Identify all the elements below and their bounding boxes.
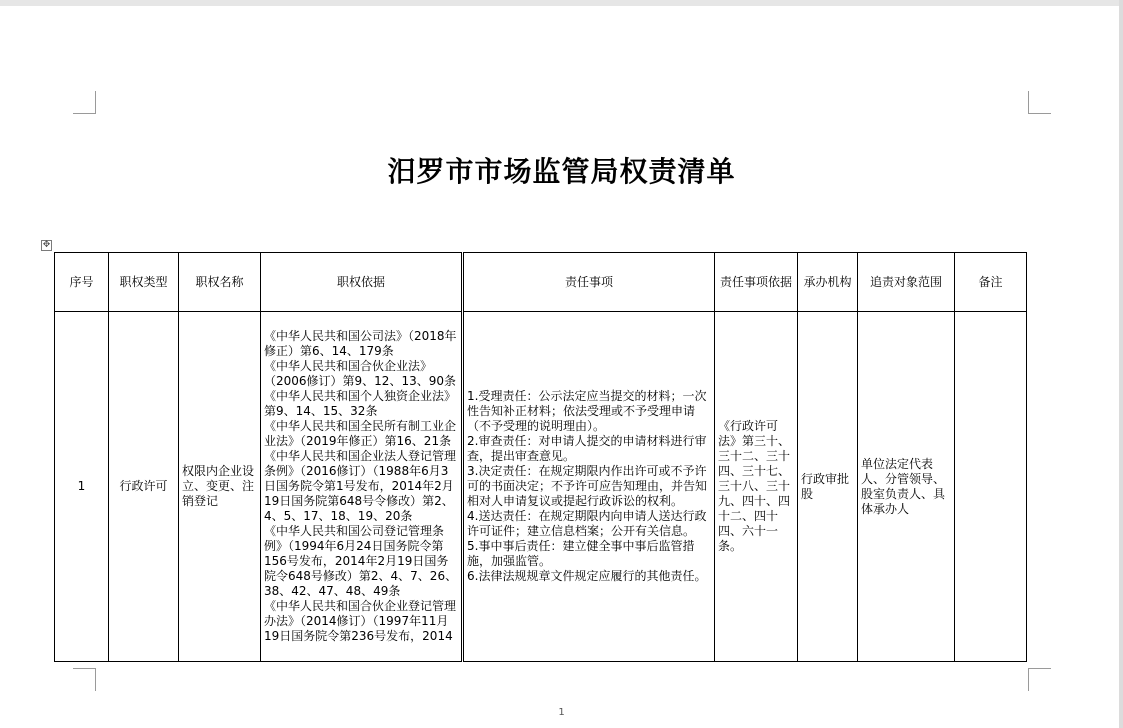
basis-line: 《中华人民共和国公司登记管理条例》（1994年6月24日国务院令第156号发布，2014年2月19日国务院令648号修改）第2、4、7、26、38、42、47、48、49条	[264, 524, 458, 598]
cell-responsibility	[463, 312, 715, 662]
cell-basis	[261, 312, 463, 662]
header-remarks: 备注	[955, 253, 1027, 312]
crop-mark-bottom-left	[73, 668, 96, 691]
responsibility-item: 5.事中事后责任：建立健全事中事后监管措施，加强监管。	[467, 539, 695, 568]
basis-line: 《中华人民共和国公司法》（2018年修正）第6、14、179条	[264, 329, 457, 358]
responsibility-item: 1.受理责任：公示法定应当提交的材料；一次性告知补正材料；依法受理或不予受理申请（不予受理的说明理由）。	[467, 389, 707, 433]
header-name: 职权名称	[179, 253, 261, 312]
responsibility-item: 4.送达责任：在规定期限内向申请人送达行政许可证件；建立信息档案；公开有关信息。	[467, 509, 707, 538]
crop-mark-top-right	[1028, 91, 1051, 114]
header-resp-basis: 责任事项依据	[715, 253, 798, 312]
header-responsibility: 责任事项	[463, 253, 715, 312]
crop-mark-top-left	[73, 91, 96, 114]
responsibility-item: 2.审查责任：对申请人提交的申请材料进行审查，提出审查意见。	[467, 434, 707, 463]
basis-line: 《中华人民共和国合伙企业登记管理办法》（2014修订）（1997年11月19日国务院令第236号发布，2014	[264, 599, 457, 643]
cell-seq: 1	[55, 312, 109, 662]
header-scope: 追责对象范围	[858, 253, 955, 312]
table-row	[55, 312, 1027, 662]
basis-line: 《中华人民共和国个人独资企业法》第9、14、15、32条	[264, 389, 457, 418]
header-seq: 序号	[55, 253, 109, 312]
responsibility-item: 3.决定责任：在规定期限内作出许可或不予许可的书面决定；不予许可应告知理由，并告知相对人申请复议或提起行政诉讼的权利。	[467, 464, 708, 508]
header-agency: 承办机构	[798, 253, 858, 312]
basis-line: 《中华人民共和国合伙企业法》（2006修订）第9、12、13、90条	[264, 359, 456, 388]
document-title: 汨罗市市场监管局权责清单	[387, 155, 736, 188]
cell-resp-basis: 《行政许可法》第三十、三十二、三十四、三十七、三十八、三十九、四十、四十二、四十四、六十一条。	[715, 312, 798, 662]
cell-remarks	[955, 312, 1027, 662]
cell-agency: 行政审批股	[798, 312, 858, 662]
cell-type: 行政许可	[109, 312, 179, 662]
basis-line: 《中华人民共和国全民所有制工业企业法》（2019年修正）第16、21条	[264, 419, 457, 448]
cell-scope: 单位法定代表人、分管领导、股室负责人、具体承办人	[858, 312, 955, 662]
cell-name: 权限内企业设立、变更、注销登记	[179, 312, 261, 662]
header-type: 职权类型	[109, 253, 179, 312]
scrollbar-track[interactable]	[1119, 0, 1123, 728]
authority-table	[54, 252, 1027, 662]
header-basis: 职权依据	[261, 253, 463, 312]
page-number: 1	[558, 707, 565, 718]
crop-mark-bottom-right	[1028, 668, 1051, 691]
basis-line: 《中华人民共和国企业法人登记管理条例》（2016修订）（1988年6月3日国务院令第1号发布，2014年2月19日国务院第648号令修改）第2、4、5、17、18、19、20条	[264, 449, 457, 523]
table-move-handle-icon[interactable]: ✥	[42, 240, 51, 250]
top-edge	[0, 0, 1123, 6]
responsibility-item: 6.法律法规规章文件规定应履行的其他责任。	[467, 569, 707, 583]
table-header-row	[55, 253, 1027, 312]
